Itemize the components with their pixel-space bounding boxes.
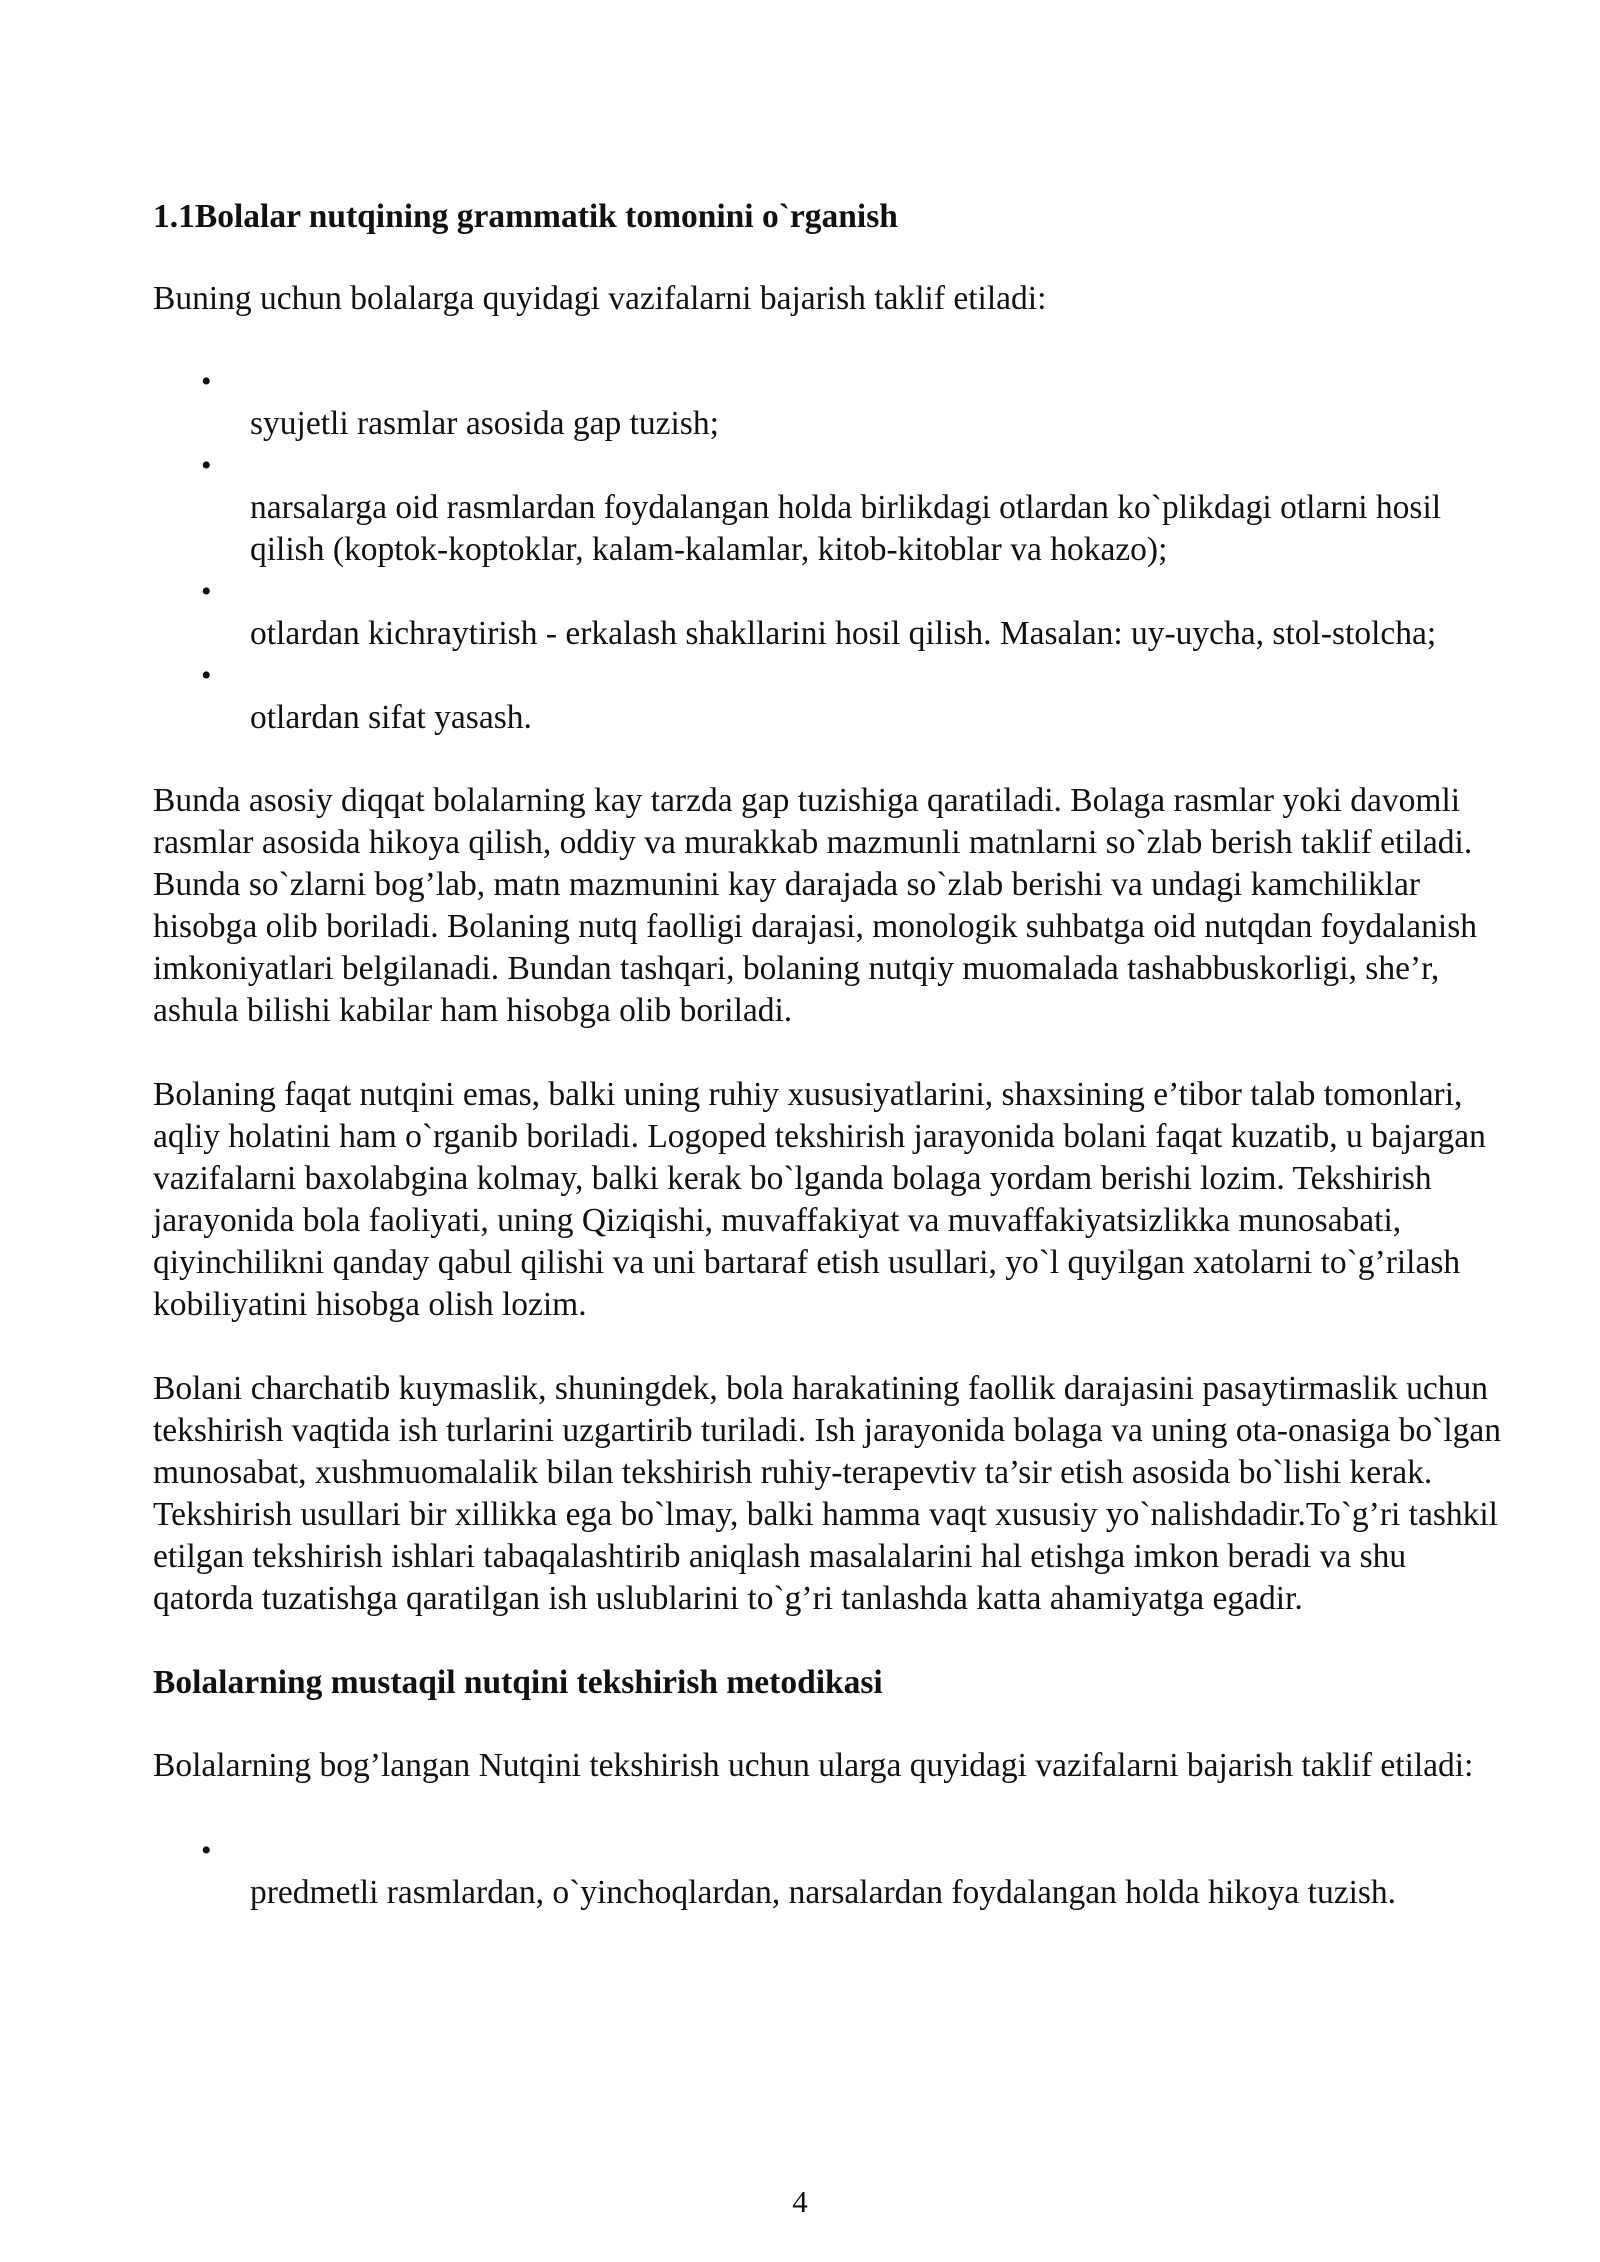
- list-item-text: predmetli rasmlardan, o`yinchoqlardan, narsalardan foydalangan holda hikoya tuzish.: [250, 1874, 1397, 1911]
- body-paragraph: Bunda asosiy diqqat bolalarning kay tarzda gap tuzishiga qaratiladi. Bolaga rasmlar yoki davomli rasmlar asosida hikoya qilish, oddiy va murakkab mazmunli matnlarni so`zlab berish taklif etiladi. Bunda so`zlarni bog’lab, matn mazmunini kay darajada so`zlab berishi va undagi kamchiliklar hisobga olib boriladi. Bolaning nutq faolligi darajasi, monologik suhbatga oid nutqdan foydalanish imkoniyatlari belgilanadi. Bundan tashqari, bolaning nutqiy muomalada tashabbuskorligi, she’r, ashula bilishi kabilar ham hisobga olib boriladi.: [153, 782, 1477, 1029]
- list-item-text: otlardan kichraytirish - erkalash shakllarini hosil qilish. Masalan: uy-uycha, stol-stolcha;: [250, 615, 1437, 652]
- section-heading: Bolalarning mustaqil nutqini tekshirish metodikasi: [153, 1664, 883, 1701]
- bullet-icon: •: [201, 659, 212, 692]
- list-item: [153, 571, 1513, 655]
- bullet-icon: •: [201, 365, 212, 398]
- page-number: 4: [792, 2184, 808, 2219]
- list-item: [153, 1830, 1513, 1914]
- list-item-text: syujetli rasmlar asosida gap tuzish;: [250, 405, 719, 442]
- list-item: [153, 655, 1513, 739]
- bullet-icon: •: [201, 449, 212, 482]
- intro-paragraph: Buning uchun bolalarga quyidagi vazifalarni bajarish taklif etiladi:: [153, 280, 1047, 317]
- bullet-icon: •: [201, 575, 212, 608]
- task-list: [153, 361, 1513, 739]
- section-heading: 1.1Bolalar nutqining grammatik tomonini o`rganish: [153, 198, 898, 235]
- body-paragraph: Bolaning faqat nutqini emas, balki uning ruhiy xususiyatlarini, shaxsining e’tibor talab tomonlari, aqliy holatini ham o`rganib boriladi. Logoped tekshirish jarayonida bolani faqat kuzatib, u bajargan vazifalarni baxolabgina kolmay, balki kerak bo`lganda bolaga yordam berishi lozim. Tekshirish jarayonida bola faoliyati, uning Qiziqishi, muvaffakiyat va muvaffakiyatsizlikka munosabati, qiyinchilikni qanday qabul qilishi va uni bartaraf etish usullari, yo`l quyilgan xatolarni to`g’rilash kobiliyatini hisobga olish lozim.: [153, 1076, 1486, 1323]
- list-item: [153, 361, 1513, 445]
- bullet-icon: •: [201, 1834, 212, 1867]
- intro-paragraph: Bolalarning bog’langan Nutqini tekshirish uchun ularga quyidagi vazifalarni bajarish taklif etiladi:: [153, 1747, 1474, 1784]
- body-paragraph: Bolani charchatib kuymaslik, shuningdek, bola harakatining faollik darajasini pasaytirmaslik uchun tekshirish vaqtida ish turlarini uzgartirib turiladi. Ish jarayonida bolaga va uning ota-onasiga bo`lgan munosabat, xushmuomalalik bilan tekshirish ruhiy-terapevtiv ta’sir etish asosida bo`lishi kerak. Tekshirish usullari bir xillikka ega bo`lmay, balki hamma vaqt xususiy yo`nalishdadir.To`g’ri tashkil etilgan tekshirish ishlari tabaqalashtirib aniqlash masalalarini hal etishga imkon beradi va shu qatorda tuzatishga qaratilgan ish uslublarini to`g’ri tanlashda katta ahamiyatga egadir.: [153, 1370, 1502, 1617]
- page-content: [153, 196, 1513, 1914]
- list-item: [153, 445, 1513, 571]
- list-item-text: narsalarga oid rasmlardan foydalangan holda birlikdagi otlardan ko`plikdagi otlarni hosil qilish (koptok-koptoklar, kalam-kalamlar, kitob-kitoblar va hokazo);: [250, 489, 1442, 568]
- list-item-text: otlardan sifat yasash.: [250, 699, 532, 736]
- task-list: [153, 1830, 1513, 1914]
